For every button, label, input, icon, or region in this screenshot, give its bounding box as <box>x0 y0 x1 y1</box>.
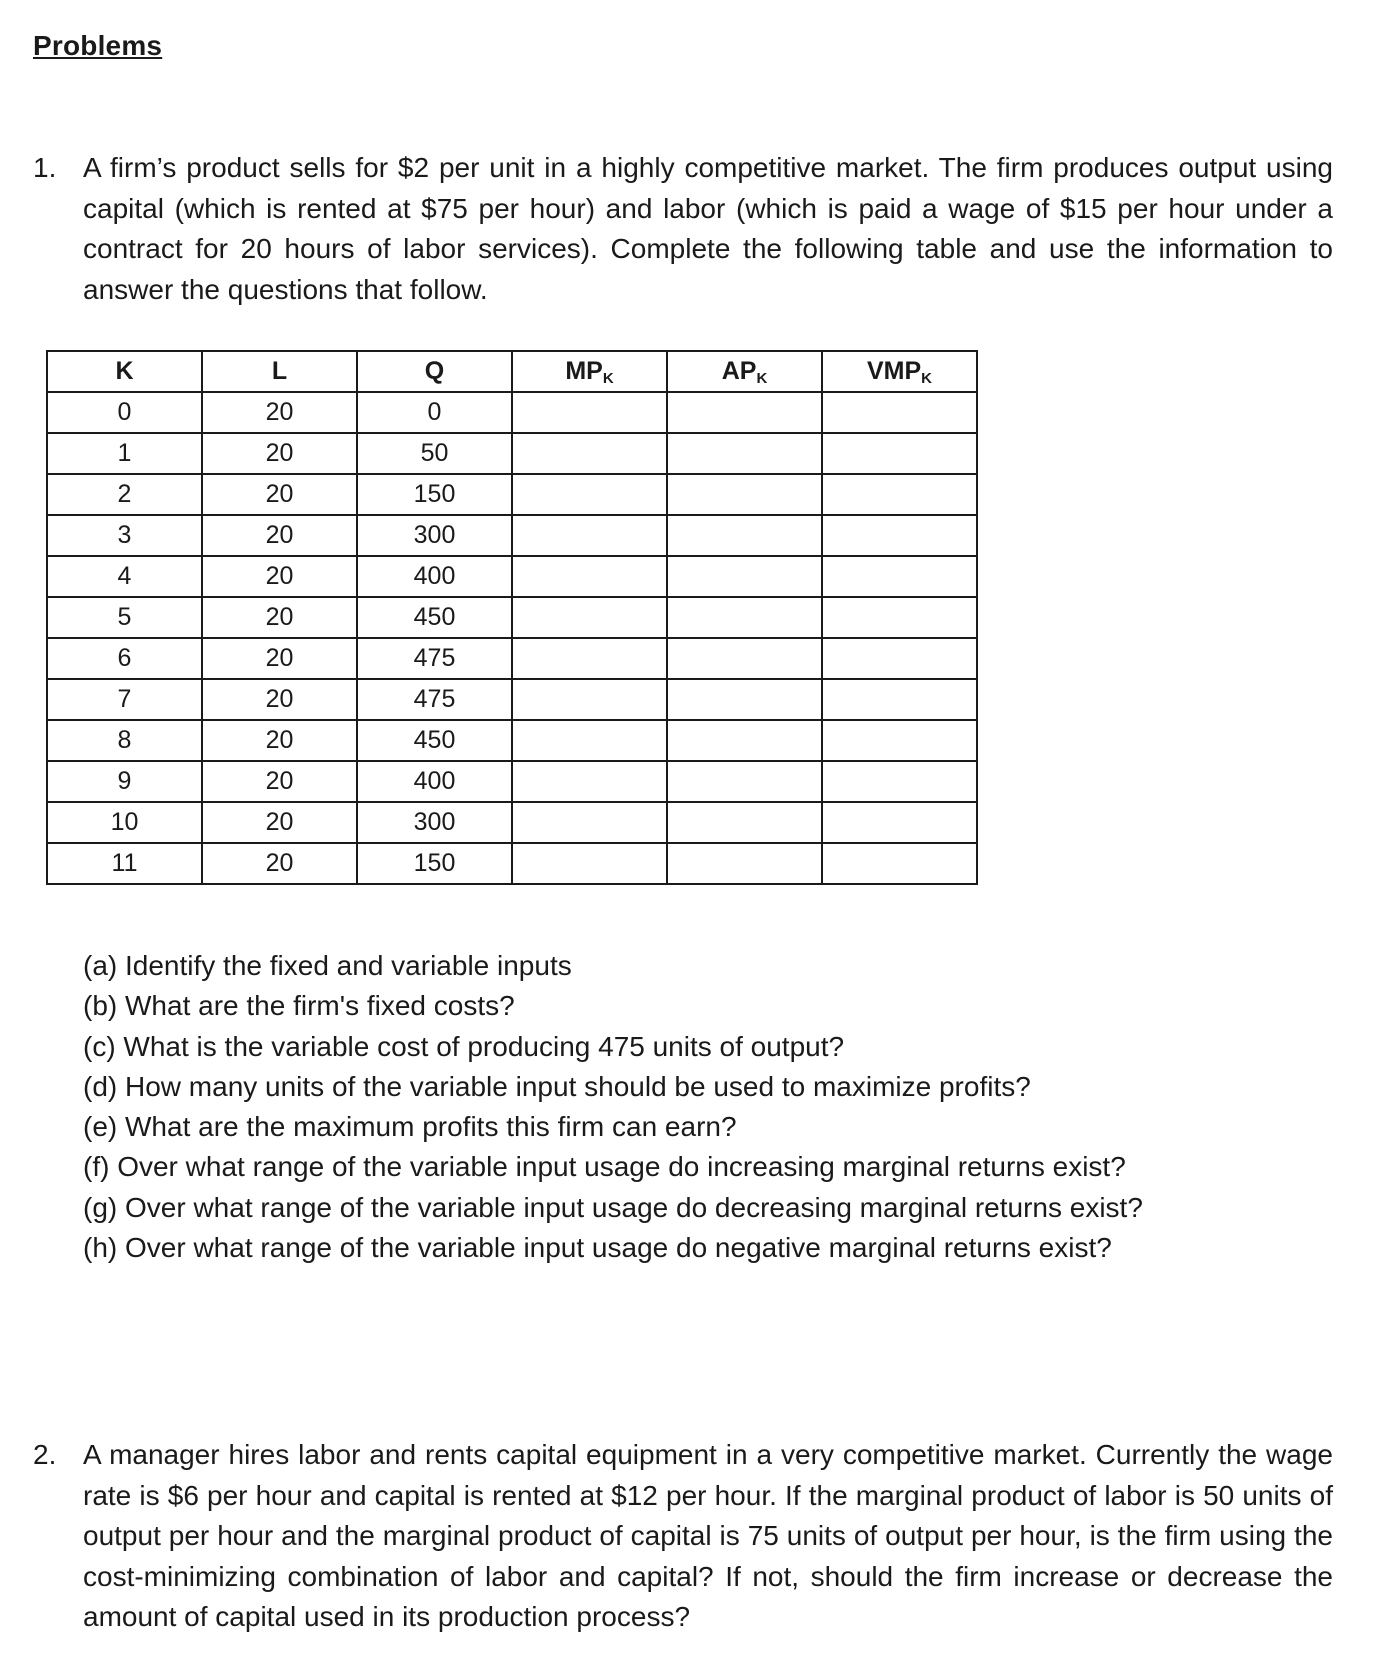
cell-q: 300 <box>357 802 512 843</box>
cell-mpk <box>512 597 667 638</box>
cell-k: 0 <box>47 392 202 433</box>
question-c: (c) What is the variable cost of producing 475 units of output? <box>83 1030 845 1062</box>
question-b: (b) What are the firm's fixed costs? <box>83 990 515 1022</box>
cell-q: 300 <box>357 515 512 556</box>
cell-vmpk <box>822 556 977 597</box>
cell-vmpk <box>822 474 977 515</box>
cell-k: 9 <box>47 761 202 802</box>
table-row <box>47 720 977 761</box>
cell-apk <box>667 679 822 720</box>
table-row <box>47 679 977 720</box>
cell-vmpk <box>822 597 977 638</box>
question-g: (g) Over what range of the variable input usage do decreasing marginal returns exist? <box>83 1191 1143 1223</box>
header-k: K <box>47 351 202 392</box>
cell-apk <box>667 515 822 556</box>
cell-vmpk <box>822 843 977 884</box>
problem-1-text: A firm’s product sells for $2 per unit in a highly competitive market. The firm produces output using capital (which is rented at $75 per hour) and labor (which is paid a wage of $15 per hour under a contract for 20 hours of labor services). Complete the following table and use the information to answer the questions that follow. <box>83 152 1333 305</box>
cell-apk <box>667 761 822 802</box>
problem-2 <box>33 1435 1333 1638</box>
cell-k: 3 <box>47 515 202 556</box>
cell-vmpk <box>822 515 977 556</box>
question-d: (d) How many units of the variable input should be used to maximize profits? <box>83 1070 1031 1102</box>
cell-vmpk <box>822 392 977 433</box>
cell-k: 5 <box>47 597 202 638</box>
cell-q: 400 <box>357 556 512 597</box>
cell-mpk <box>512 802 667 843</box>
cell-mpk <box>512 392 667 433</box>
cell-k: 2 <box>47 474 202 515</box>
header-l: L <box>202 351 357 392</box>
problem-1-number: 1. <box>33 152 57 183</box>
problem-1 <box>33 148 1333 310</box>
question-list <box>83 946 1143 1268</box>
cell-l: 20 <box>202 556 357 597</box>
header-q: Q <box>357 351 512 392</box>
table-row <box>47 802 977 843</box>
question-h: (h) Over what range of the variable input usage do negative marginal returns exist? <box>83 1232 1112 1264</box>
cell-apk <box>667 720 822 761</box>
cell-l: 20 <box>202 679 357 720</box>
cell-apk <box>667 843 822 884</box>
cell-q: 475 <box>357 638 512 679</box>
header-apk: $AP_K$ <box>667 351 822 392</box>
header-mpk: $MP_K$ <box>512 351 667 392</box>
cell-mpk <box>512 474 667 515</box>
table-header-row <box>47 351 977 392</box>
cell-apk <box>667 433 822 474</box>
cell-vmpk <box>822 761 977 802</box>
cell-apk <box>667 638 822 679</box>
cell-k: 4 <box>47 556 202 597</box>
cell-l: 20 <box>202 474 357 515</box>
cell-vmpk <box>822 679 977 720</box>
header-vmpk: $VMP_K$ <box>822 351 977 392</box>
table-row <box>47 392 977 433</box>
cell-vmpk <box>822 720 977 761</box>
cell-apk <box>667 597 822 638</box>
cell-l: 20 <box>202 392 357 433</box>
cell-l: 20 <box>202 843 357 884</box>
cell-mpk <box>512 515 667 556</box>
cell-k: 7 <box>47 679 202 720</box>
cell-k: 10 <box>47 802 202 843</box>
cell-apk <box>667 474 822 515</box>
cell-l: 20 <box>202 515 357 556</box>
cell-q: 450 <box>357 597 512 638</box>
cell-l: 20 <box>202 720 357 761</box>
cell-mpk <box>512 679 667 720</box>
cell-q: 475 <box>357 679 512 720</box>
cell-l: 20 <box>202 802 357 843</box>
question-e: (e) What are the maximum profits this firm can earn? <box>83 1111 737 1143</box>
cell-mpk <box>512 720 667 761</box>
cell-q: 400 <box>357 761 512 802</box>
table-body <box>47 392 977 884</box>
cell-l: 20 <box>202 638 357 679</box>
question-a: (a) Identify the fixed and variable inputs <box>83 950 572 981</box>
cell-q: 450 <box>357 720 512 761</box>
cell-apk <box>667 802 822 843</box>
cell-vmpk <box>822 638 977 679</box>
cell-mpk <box>512 556 667 597</box>
table-row <box>47 474 977 515</box>
cell-apk <box>667 392 822 433</box>
cell-l: 20 <box>202 597 357 638</box>
cell-q: 150 <box>357 474 512 515</box>
cell-mpk <box>512 638 667 679</box>
cell-q: 50 <box>357 433 512 474</box>
cell-q: 150 <box>357 843 512 884</box>
question-f: (f) Over what range of the variable input usage do increasing marginal returns exist? <box>83 1151 1126 1183</box>
table-row <box>47 638 977 679</box>
cell-k: 1 <box>47 433 202 474</box>
cell-apk <box>667 556 822 597</box>
production-table <box>46 350 978 885</box>
cell-mpk <box>512 433 667 474</box>
table-row <box>47 433 977 474</box>
cell-vmpk <box>822 802 977 843</box>
table-row <box>47 515 977 556</box>
cell-mpk <box>512 843 667 884</box>
cell-k: 8 <box>47 720 202 761</box>
cell-q: 0 <box>357 392 512 433</box>
problem-2-number: 2. <box>33 1439 57 1470</box>
cell-k: 11 <box>47 843 202 884</box>
table-row <box>47 556 977 597</box>
table-row <box>47 843 977 884</box>
cell-vmpk <box>822 433 977 474</box>
problem-2-text: A manager hires labor and rents capital equipment in a very competitive market. Currently the wage rate is $6 per hour and capital is rented at $12 per hour. If the marginal product of labor is 50 units of output per hour and the marginal product of capital is 75 units of output per hour, is the firm using the cost-minimizing combination of labor and capital? If not, should the firm increase or decrease the amount of capital used in its production process? <box>83 1439 1333 1632</box>
table-row <box>47 597 977 638</box>
cell-l: 20 <box>202 433 357 474</box>
table-row <box>47 761 977 802</box>
cell-k: 6 <box>47 638 202 679</box>
page-heading: Problems <box>33 30 163 61</box>
cell-mpk <box>512 761 667 802</box>
cell-l: 20 <box>202 761 357 802</box>
